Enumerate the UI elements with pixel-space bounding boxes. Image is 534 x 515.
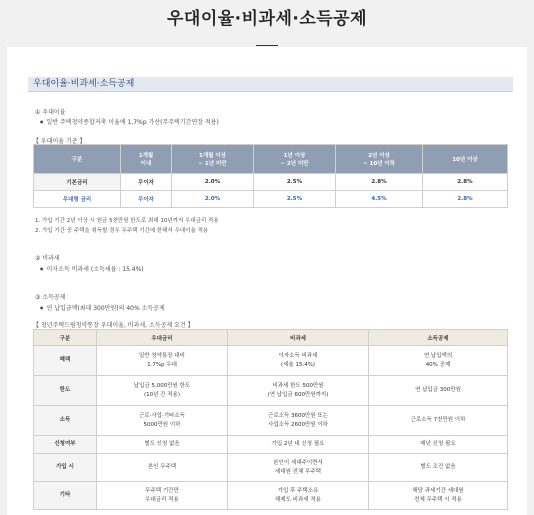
table-header-row [34, 330, 508, 346]
deduction-heading: ③ 소득공제 [35, 294, 66, 301]
table-cell: 비과세 한도 500만원 (연 납입금 600만원까지) [228, 376, 369, 406]
rate-heading: ① 우대이율 [35, 109, 66, 116]
table-cell: 별도 조건 없음 [369, 454, 508, 482]
table-row [34, 406, 508, 436]
table-header: 1년 이상 ~ 2년 미만 [254, 145, 336, 174]
table-cell: 일반 청약통장 대비 1.7%p 우대 [97, 346, 228, 376]
table-row [34, 346, 508, 376]
table-cell: 한도 [34, 376, 97, 406]
taxfree-heading: ② 비과세 [35, 255, 60, 262]
table-cell: 소득 [34, 406, 97, 436]
table-cell: 2.5% [254, 191, 336, 208]
rate-table-caption: 【 우대이율 기준 】 [33, 138, 86, 145]
table-cell: 본인 무주택 [97, 454, 228, 482]
table-cell: 2.5% [254, 174, 336, 191]
deduction-table-caption: 【 청년주택드림청약통장 우대이율, 비과세, 소득공제 요건 】 [33, 322, 194, 329]
table-row [34, 436, 508, 454]
table-cell: 기타 [34, 482, 97, 510]
table-cell: 우대형 금리 [34, 191, 121, 208]
requirements-table [33, 329, 508, 510]
table-cell: 기본금리 [34, 174, 121, 191]
table-cell: 2.8% [423, 191, 508, 208]
table-header: 우대금리 [97, 330, 228, 346]
rate-table [33, 144, 508, 208]
table-cell: 2.0% [172, 174, 254, 191]
table-cell: 이자소득 비과세 (세율 15.4%) [228, 346, 369, 376]
table-cell: 근로소득 7천만원 이하 [369, 406, 508, 436]
deduction-bullet: ● 연 납입금액(최대 300만원)의 40% 소득공제 [40, 303, 165, 312]
table-header: 1개월 이내 [121, 145, 172, 174]
table-header-row [34, 145, 508, 174]
table-cell: 신청여부 [34, 436, 97, 454]
table-row [34, 482, 508, 510]
rate-bullet: ● 일반 주택청약종합저축 이율에 1.7%p 가산(무주택기간연장 적용) [40, 117, 219, 126]
table-header: 구분 [34, 145, 121, 174]
rate-note: 2. 가입 기간 중 주택을 취득할 경우 무주택 기간에 한해서 우대이율 적용 [35, 228, 209, 234]
table-cell: 해당 과세기간 세대원 전체 무주택 시 적용 [369, 482, 508, 510]
section-title: 우대이율·비과세·소득공제 [28, 77, 513, 92]
table-row [34, 191, 508, 208]
table-cell: 무이자 [121, 174, 172, 191]
table-header: 소득공제 [369, 330, 508, 346]
page-title: 우대이율·비과세·소득공제 [166, 9, 368, 29]
table-cell: 2.8% [336, 174, 423, 191]
table-cell: 매년 신청 필요 [369, 436, 508, 454]
table-row [34, 454, 508, 482]
table-row [34, 174, 508, 191]
table-cell: 연 납입액의 40% 공제 [369, 346, 508, 376]
title-underline [256, 45, 278, 46]
taxfree-bullet: ● 이자소득 비과세 (소득세율 : 15.4%) [40, 264, 144, 273]
table-cell: 납입금 5,000만원 한도 (10년 간 적용) [97, 376, 228, 406]
table-cell: 무이자 [121, 191, 172, 208]
table-header: 2년 이상 ~ 10년 이하 [336, 145, 423, 174]
table-cell: 2.8% [423, 174, 508, 191]
table-cell: 근로·사업·기타소득 5000만원 이하 [97, 406, 228, 436]
table-row [34, 376, 508, 406]
table-cell: 4.5% [336, 191, 423, 208]
table-cell: 본인이 세대주이면서 세대원 전체 무주택 [228, 454, 369, 482]
table-cell: 가입 2년 내 신청 필요 [228, 436, 369, 454]
table-header: 10년 이상 [423, 145, 508, 174]
table-cell: 별도 신청 없음 [97, 436, 228, 454]
table-header: 1개월 이상 ~ 1년 미만 [172, 145, 254, 174]
table-header: 구분 [34, 330, 97, 346]
table-cell: 가입 시 [34, 454, 97, 482]
table-cell: 근로소득 3600만원 또는 사업소득 2600만원 이하 [228, 406, 369, 436]
rate-note: 1. 가입 기간 2년 이상 시 원금 5천만원 한도로 최대 10년까지 우대금리 적용 [35, 218, 219, 224]
table-cell: 2.0% [172, 191, 254, 208]
table-cell: 무주택 기간만 우대금리 적용 [97, 482, 228, 510]
table-cell: 연 납입금 300만원 [369, 376, 508, 406]
table-header: 비과세 [228, 330, 369, 346]
table-cell: 혜택 [34, 346, 97, 376]
table-cell: 가입 후 주택소유 해제도 비과세 적용 [228, 482, 369, 510]
